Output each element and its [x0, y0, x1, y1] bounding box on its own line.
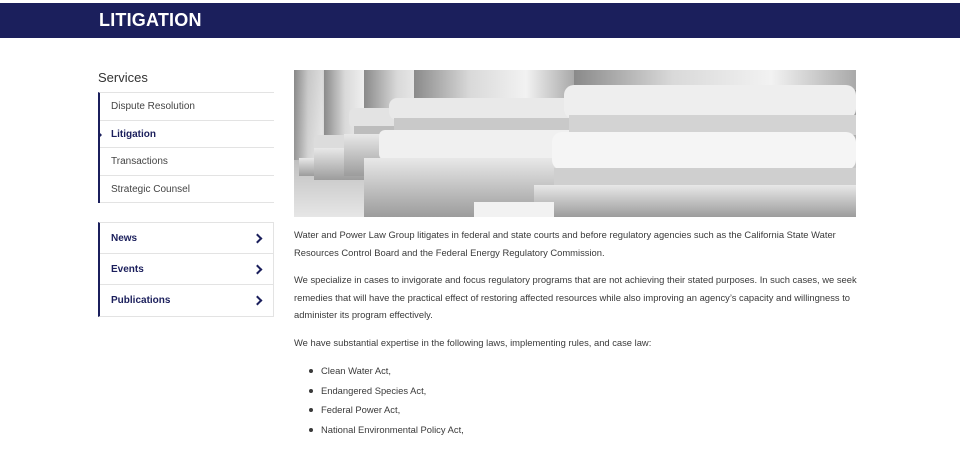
page-banner: [0, 3, 960, 38]
sidebar-item-news[interactable]: [100, 223, 273, 254]
sidebar-item-label: Events: [111, 264, 144, 275]
list-item: Endangered Species Act,: [321, 381, 860, 401]
secondary-nav: [98, 222, 274, 317]
active-indicator-icon: [98, 131, 102, 139]
sidebar-item-label: News: [111, 233, 138, 244]
list-item: Federal Power Act,: [321, 400, 860, 420]
hero-image: [294, 70, 856, 217]
list-item: Clean Water Act,: [321, 361, 860, 381]
columns-illustration: [294, 70, 856, 217]
sidebar-item-label: Publications: [111, 295, 171, 306]
services-item-transactions[interactable]: [100, 148, 274, 176]
list-item: National Environmental Policy Act,: [321, 420, 860, 440]
services-item-dispute-resolution[interactable]: [100, 93, 274, 121]
services-item-litigation[interactable]: [100, 121, 274, 149]
services-nav: [98, 92, 274, 203]
services-item-strategic-counsel[interactable]: [100, 176, 274, 204]
services-heading: Services: [98, 70, 148, 85]
services-item-label: Strategic Counsel: [111, 183, 190, 195]
page-title: LITIGATION: [99, 10, 202, 30]
chevron-right-icon: [253, 265, 263, 275]
sidebar-item-events[interactable]: [100, 254, 273, 285]
services-item-label: Transactions: [111, 156, 168, 167]
specialization-paragraph: We specialize in cases to invigorate and focus regulatory programs that are not achieving their stated purposes. In such cases, we seek remedies that will have the practical effect of restoring affected resources while also improving an agency’s capacity and willingness to administer its program effectively.: [294, 274, 857, 320]
expertise-paragraph: We have substantial expertise in the following laws, implementing rules, and case law:: [294, 336, 652, 348]
services-item-label: Dispute Resolution: [111, 101, 195, 112]
chevron-right-icon: [253, 296, 263, 306]
services-item-label: Litigation: [111, 128, 156, 140]
sidebar-item-publications[interactable]: [100, 285, 273, 316]
main-content: [294, 226, 860, 439]
intro-paragraph: Water and Power Law Group litigates in federal and state courts and before regulatory agencies such as the California State Water Resources Control Board and the Federal Energy Regulatory Commission.: [294, 229, 836, 258]
laws-list: [294, 361, 860, 439]
chevron-right-icon: [253, 234, 263, 244]
